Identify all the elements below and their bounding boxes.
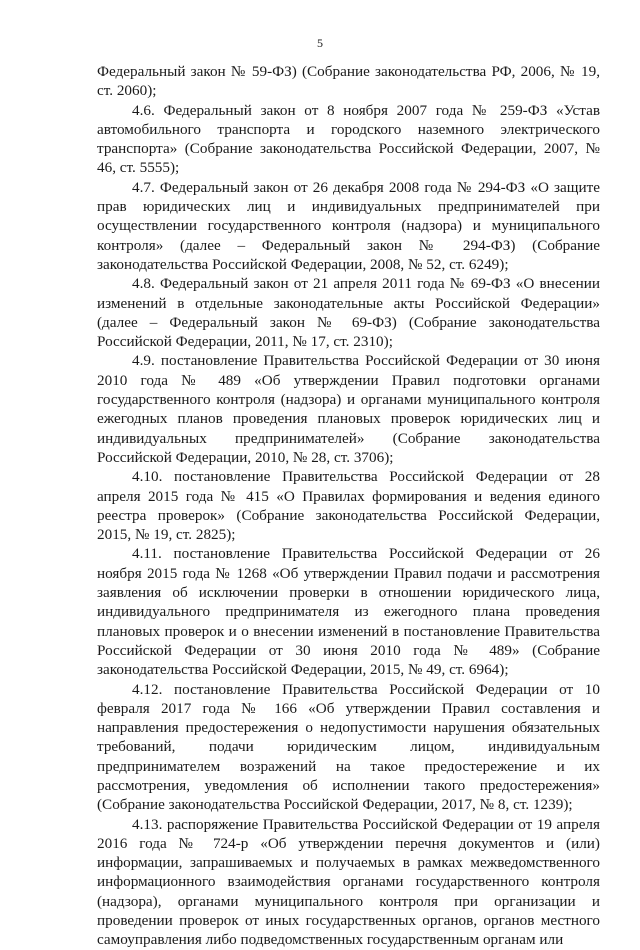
paragraph-item-4-11: 4.11. постановление Правительства Российской Федерации от 26 ноября 2015 года № 1268 «Об утверждении Правил подачи и рассмотрения заявления об исключении проверки в отношении юридического лица, индивидуального предпринимателя из ежегодного плана проведения плановых проверок и о внесении изменений в постановление Правительства Российской Федерации от 30 июня 2010 года № 489» (Собрание законодательства Российской Федерации, 2015, № 49, ст. 6964);: [97, 545, 600, 679]
paragraph-item-4-10: 4.10. постановление Правительства Российской Федерации от 28 апреля 2015 года № 415 «О Правилах формирования и ведения единого реестра проверок» (Собрание законодательства Российской Федерации, 2015, № 19, ст. 2825);: [97, 468, 600, 544]
document-body: [97, 62, 600, 950]
paragraph-continuation: Федеральный закон № 59-ФЗ) (Собрание законодательства РФ, 2006, № 19, ст. 2060);: [97, 63, 600, 100]
paragraph-item-4-12: 4.12. постановление Правительства Российской Федерации от 10 февраля 2017 года № 166 «Об утверждении Правил составления и направления предостережения о недопустимости нарушения обязательных требований, подачи юридическим лицом, индивидуальным предпринимателем возражений на такое предостережение и их рассмотрения, уведомления об исполнении такого предостережения» (Собрание законодательства Российской Федерации, 2017, № 8, ст. 1239);: [97, 680, 600, 814]
paragraph-item-4-9: 4.9. постановление Правительства Российской Федерации от 30 июня 2010 года № 489 «Об утверждении Правил подготовки органами государственного контроля (надзора) и органами муниципального контроля ежегодных планов проведения плановых проверок юридических лиц и индивидуальных предпринимателей» (Собрание законодательства Российской Федерации, 2010, № 28, ст. 3706);: [97, 352, 600, 466]
paragraph-item-4-8: 4.8. Федеральный закон от 21 апреля 2011 года № 69-ФЗ «О внесении изменений в отдельные законодательные акты Российской Федерации» (далее – Федеральный закон № 69-ФЗ) (Собрание законодательства Российской Федерации, 2011, № 17, ст. 2310);: [97, 275, 600, 351]
paragraph-item-4-7: 4.7. Федеральный закон от 26 декабря 2008 года № 294-ФЗ «О защите прав юридических лиц и индивидуальных предпринимателей при осуществлении государственного контроля (надзора) и муниципального контроля» (далее – Федеральный закон № 294-ФЗ) (Собрание законодательства Российской Федерации, 2008, № 52, ст. 6249);: [97, 178, 600, 273]
paragraph-item-4-6: 4.6. Федеральный закон от 8 ноября 2007 года № 259-ФЗ «Устав автомобильного транспорта и городского наземного электрического транспорта» (Собрание законодательства Российской Федерации, 2007, № 46, ст. 5555);: [97, 101, 600, 177]
page-number: 5: [317, 36, 323, 50]
paragraph-item-4-13: 4.13. распоряжение Правительства Российской Федерации от 19 апреля 2016 года № 724-р «Об утверждении перечня документов и (или) информации, запрашиваемых и получаемых в рамках межведомственного информационного взаимодействия органами государственного контроля (надзора), органами муниципального контроля при организации и проведении проверок от иных государственных органов, органов местного самоуправления либо подведомственных государственным органам или: [97, 815, 600, 949]
